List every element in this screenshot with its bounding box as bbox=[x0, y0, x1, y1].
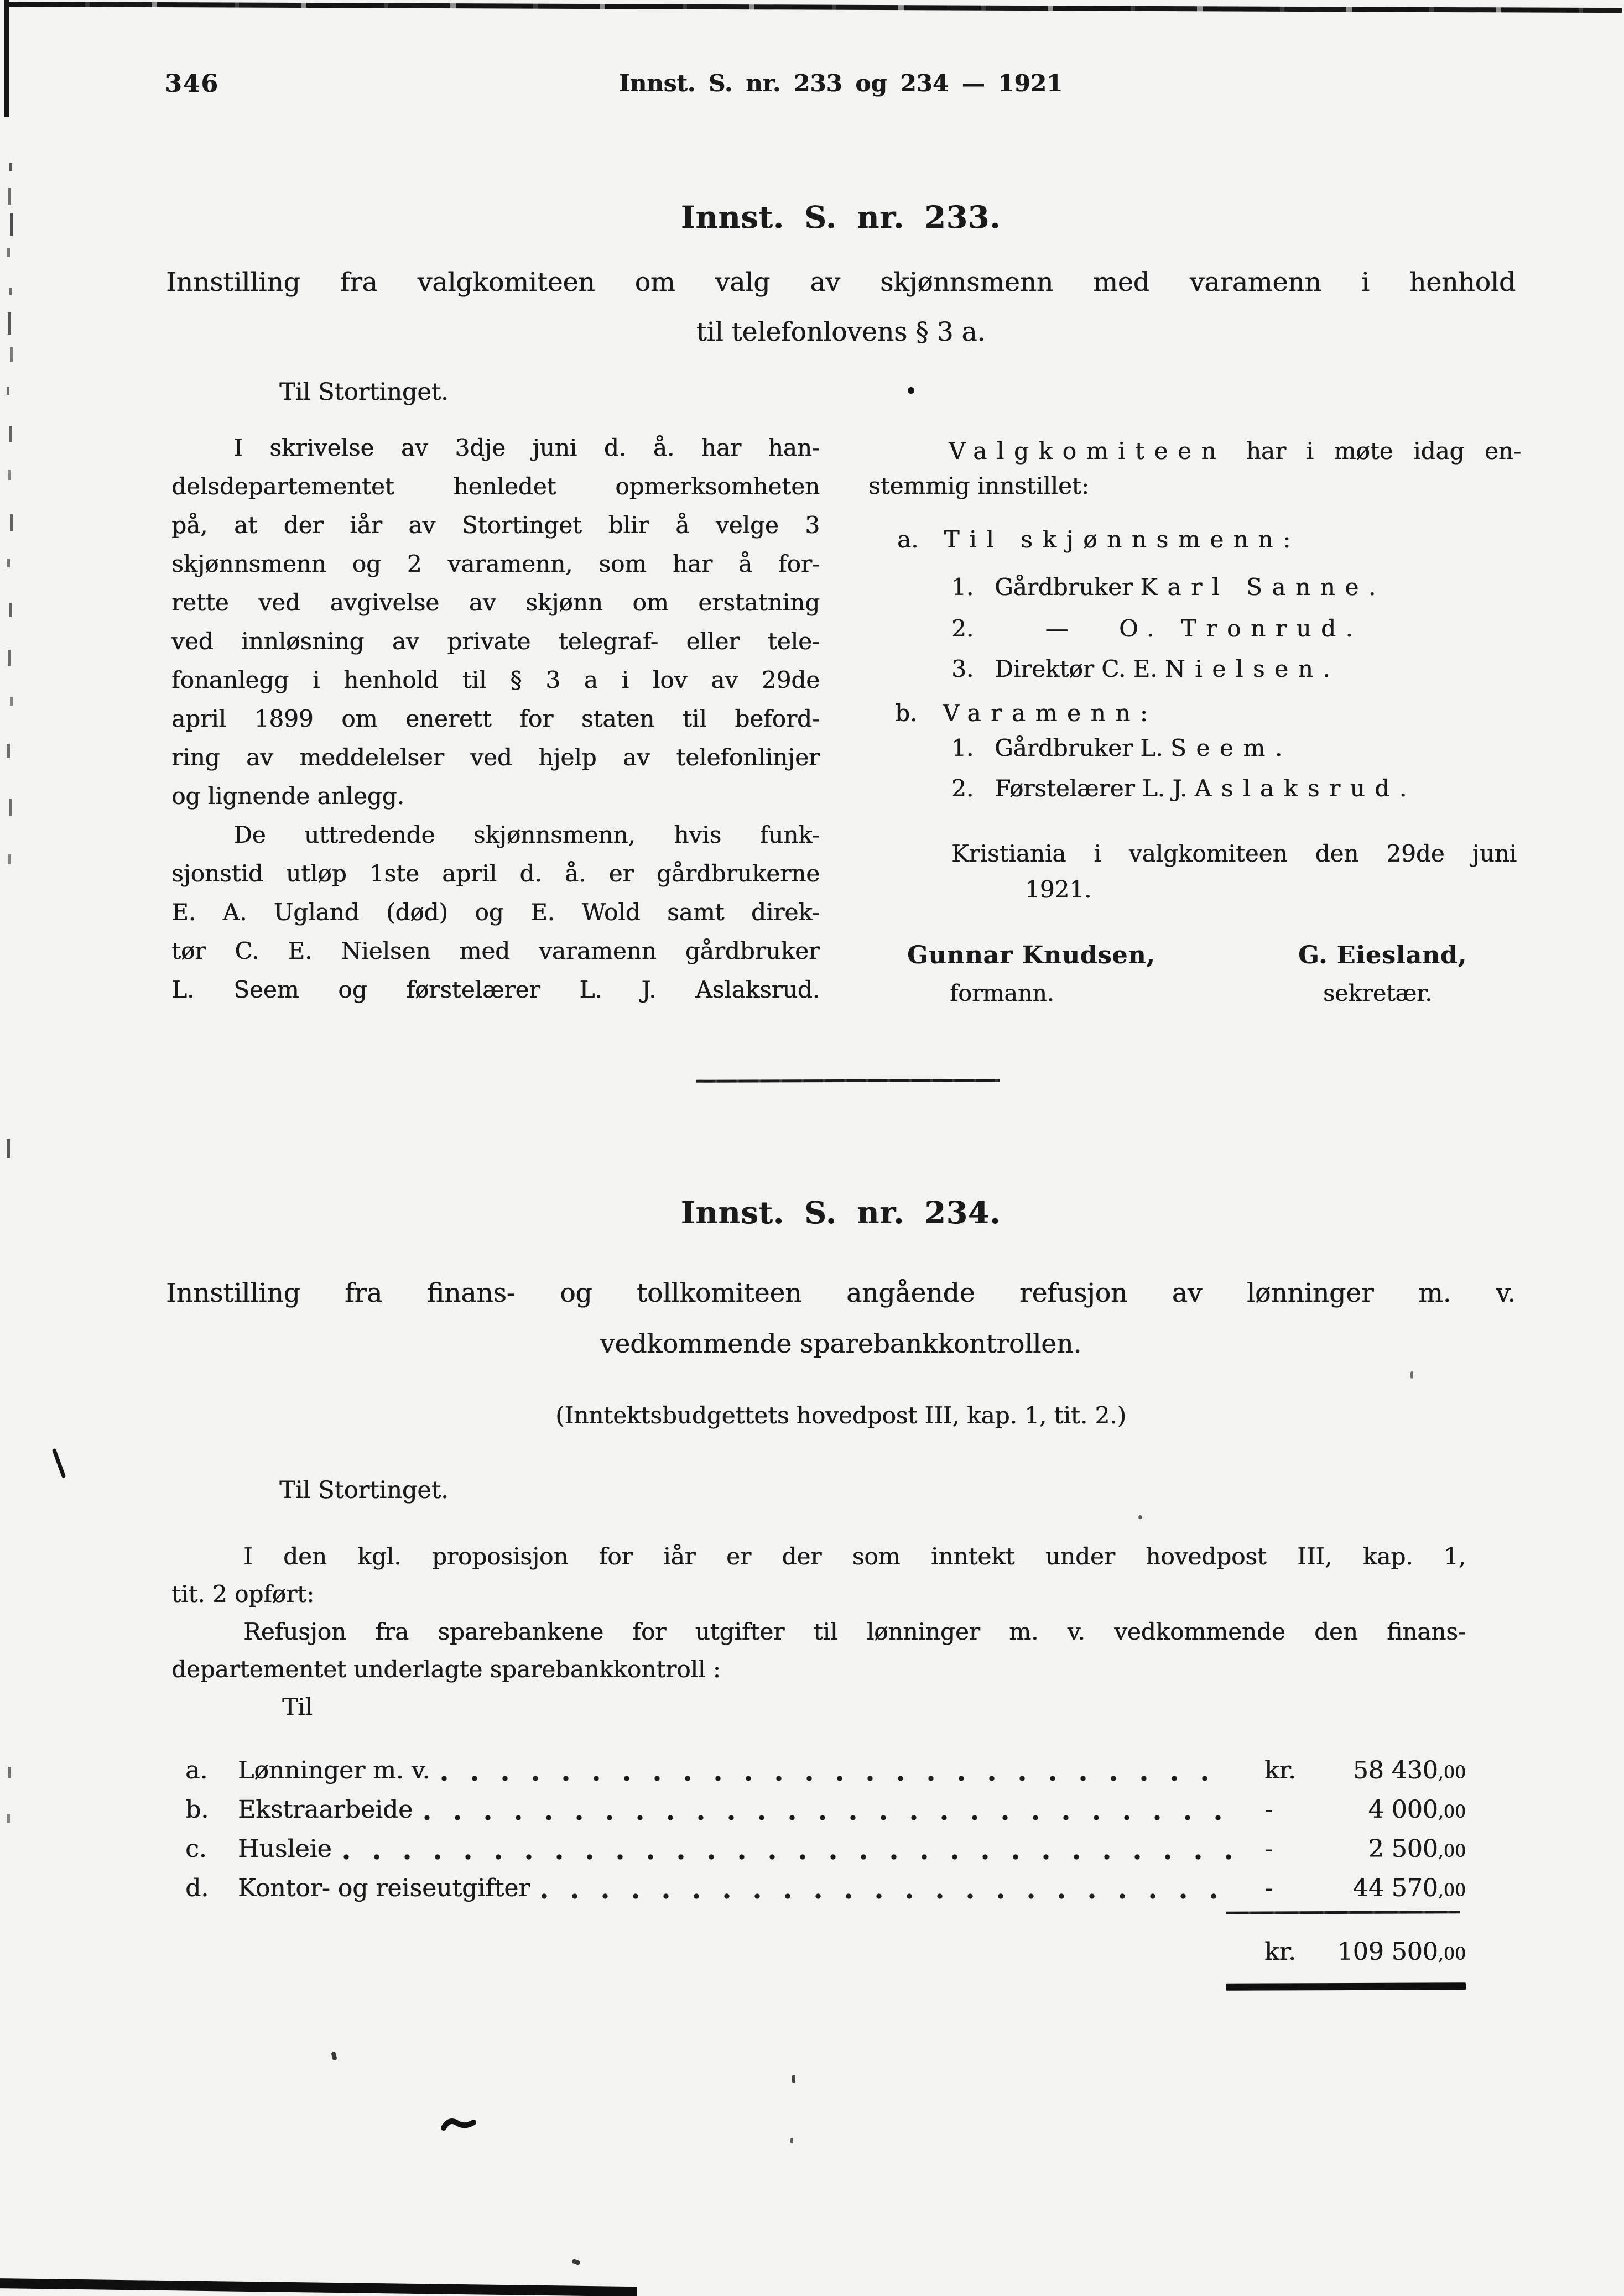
page-edge-mark bbox=[7, 559, 10, 567]
text-line: tit. 2 opført: bbox=[171, 1580, 315, 1608]
dateline-year: 1921. bbox=[1025, 876, 1092, 903]
ink-speck bbox=[790, 2138, 793, 2143]
text-line: I skrivelse av 3dje juni d. å. har han- bbox=[233, 434, 820, 461]
text-line: ring av meddelelser ved hjelp av telefonlinjer bbox=[171, 744, 820, 771]
text-line: delsdepartementet henledet opmerksomheten bbox=[171, 473, 820, 500]
scan-artifact-top-border bbox=[8, 2, 1622, 13]
section234-budget-note: (Inntektsbudgettets hovedpost III, kap. 1, tit. 2.) bbox=[555, 1402, 1126, 1429]
text-line: E. A. Ugland (død) og E. Wold samt direk- bbox=[171, 899, 820, 926]
page-edge-mark bbox=[10, 347, 13, 362]
page-edge-mark bbox=[9, 163, 12, 171]
row-currency: - bbox=[1264, 1835, 1273, 1863]
text-line: I den kgl. proposisjon for iår er der som inntekt under hovedpost III, kap. 1, bbox=[243, 1543, 1466, 1570]
page-edge-mark bbox=[10, 514, 13, 531]
table-row bbox=[171, 1829, 1466, 1869]
page-edge-mark bbox=[10, 697, 13, 706]
row-letter: b. bbox=[185, 1796, 209, 1824]
ink-dot-bullet bbox=[908, 387, 914, 394]
row-label: Kontor- og reiseutgifter bbox=[238, 1874, 530, 1902]
ink-speck bbox=[331, 2051, 337, 2060]
sum-rule-top bbox=[1226, 1911, 1460, 1914]
dateline: Kristiania i valgkomiteen den 29de juni bbox=[951, 840, 1517, 867]
row-amount: 44 570,00 bbox=[1352, 1874, 1466, 1902]
committee-intro-line1: Valgkomiteen har i møte idag en- bbox=[949, 437, 1521, 465]
page-edge-mark bbox=[7, 387, 9, 395]
list-item: 1. Gårdbruker L. Seem. bbox=[951, 734, 1292, 761]
ink-speck bbox=[1410, 1371, 1413, 1379]
row-letter: d. bbox=[185, 1874, 209, 1902]
list-item: 3. Direktør C. E. Nielsen. bbox=[951, 655, 1340, 682]
row-label: Lønninger m. v. bbox=[238, 1756, 430, 1784]
table-row bbox=[171, 1790, 1466, 1829]
page-edge-mark bbox=[10, 213, 13, 236]
page-edge-mark bbox=[9, 426, 12, 442]
scan-artifact-left-corner-line bbox=[4, 0, 9, 117]
list-item: 2. — O. Tronrud. bbox=[951, 615, 1363, 642]
total-currency: kr. bbox=[1264, 1938, 1296, 1966]
signature-right-name: G. Eiesland, bbox=[1298, 941, 1467, 969]
page-number: 346 bbox=[165, 70, 219, 98]
table-total-row bbox=[1226, 1933, 1466, 1971]
list-intro-line: Til bbox=[282, 1693, 313, 1720]
running-header: Innst. S. nr. 233 og 234 — 1921 bbox=[618, 70, 1063, 97]
page-edge-mark bbox=[7, 744, 10, 758]
signature-left-name: Gunnar Knudsen, bbox=[907, 941, 1155, 969]
page-edge-mark bbox=[9, 288, 12, 295]
section233-subtitle-line2: til telefonlovens § 3 a. bbox=[696, 317, 986, 347]
row-letter: c. bbox=[185, 1835, 207, 1863]
dotted-leader bbox=[343, 1854, 1231, 1860]
list-b-label: b. bbox=[895, 700, 918, 727]
section233-title: Innst. S. nr. 233. bbox=[680, 199, 1001, 235]
text-line: L. Seem og førstelærer L. J. Aslaksrud. bbox=[171, 976, 820, 1003]
signature-left-role: formann. bbox=[950, 980, 1054, 1006]
page-edge-mark bbox=[7, 248, 10, 257]
text-line: på, at der iår av Stortinget blir å velge 3 bbox=[171, 512, 820, 539]
table-row bbox=[171, 1869, 1466, 1908]
section234-salutation: Til Stortinget. bbox=[279, 1476, 449, 1504]
section233-salutation: Til Stortinget. bbox=[279, 378, 449, 406]
row-amount: 2 500,00 bbox=[1368, 1835, 1466, 1863]
amounts-table bbox=[171, 1751, 1466, 1908]
dotted-leader bbox=[424, 1814, 1231, 1821]
page-edge-mark bbox=[7, 1139, 10, 1158]
section234-subtitle-line2: vedkommende sparebankkontrollen. bbox=[600, 1329, 1082, 1359]
text-line: departementet underlagte sparebankkontroll : bbox=[171, 1656, 721, 1683]
signature-right-role: sekretær. bbox=[1323, 980, 1433, 1006]
section234-subtitle-line1: Innstilling fra finans- og tollkomiteen angående refusjon av lønninger m. v. bbox=[166, 1278, 1516, 1308]
ink-speck bbox=[1138, 1515, 1142, 1519]
list-item: 1. Gårdbruker Karl Sanne. bbox=[951, 573, 1386, 601]
list-item: 2. Førstelærer L. J. Aslaksrud. bbox=[951, 775, 1417, 802]
section233-left-column bbox=[171, 429, 820, 1009]
ink-mark-squiggle bbox=[441, 2116, 476, 2135]
page-edge-mark bbox=[9, 603, 12, 617]
section-separator-rule bbox=[696, 1079, 1000, 1082]
page-edge-mark bbox=[8, 854, 11, 864]
ink-mark-backslash bbox=[52, 1448, 66, 1478]
row-label: Husleie bbox=[238, 1835, 332, 1863]
row-currency: - bbox=[1264, 1874, 1273, 1902]
total-amount: 109 500,00 bbox=[1337, 1938, 1466, 1966]
text-line: De uttredende skjønnsmenn, hvis funk- bbox=[233, 821, 820, 848]
row-currency: kr. bbox=[1264, 1756, 1296, 1784]
page-edge-mark bbox=[8, 188, 11, 205]
text-line: tør C. E. Nielsen med varamenn gårdbruker bbox=[171, 937, 820, 964]
ink-speck bbox=[792, 2075, 795, 2083]
list-a-heading: a. Til skjønnsmenn: bbox=[897, 526, 1300, 553]
text-line: sjonstid utløp 1ste april d. å. er gårdbrukerne bbox=[171, 860, 820, 887]
page-edge-mark bbox=[8, 312, 11, 335]
row-currency: - bbox=[1264, 1796, 1273, 1824]
row-label: Ekstraarbeide bbox=[238, 1796, 413, 1824]
text-line: rette ved avgivelse av skjønn om erstatning bbox=[171, 589, 820, 616]
sum-rule-bottom bbox=[1226, 1982, 1466, 1991]
dotted-leader bbox=[441, 1775, 1231, 1782]
text-line: og lignende anlegg. bbox=[171, 782, 404, 810]
row-amount: 4 000,00 bbox=[1368, 1796, 1466, 1824]
page-edge-mark bbox=[9, 799, 12, 816]
scan-artifact-bottom-line bbox=[0, 2278, 637, 2296]
page-edge-mark bbox=[8, 470, 11, 480]
section234-title: Innst. S. nr. 234. bbox=[680, 1194, 1001, 1230]
dotted-leader bbox=[541, 1893, 1231, 1900]
text-line: Refusjon fra sparebankene for utgifter til lønninger m. v. vedkommende den finans- bbox=[243, 1618, 1466, 1645]
section234-body bbox=[171, 1538, 1466, 1726]
text-line: ved innløsning av private telegraf- eller tele- bbox=[171, 628, 820, 655]
text-line: april 1899 om enerett for staten til beford- bbox=[171, 705, 820, 732]
page-edge-mark bbox=[8, 1767, 11, 1778]
page-edge-mark bbox=[8, 650, 11, 666]
row-letter: a. bbox=[185, 1756, 208, 1784]
row-amount: 58 430,00 bbox=[1352, 1756, 1466, 1784]
ink-speck bbox=[571, 2258, 581, 2266]
table-row bbox=[171, 1751, 1466, 1790]
text-line: skjønnsmenn og 2 varamenn, som har å for- bbox=[171, 550, 820, 577]
list-b-heading: b. Varamenn: bbox=[895, 700, 1158, 727]
committee-intro-line2: stemmig innstillet: bbox=[868, 472, 1089, 499]
section233-subtitle-line1: Innstilling fra valgkomiteen om valg av skjønnsmenn med varamenn i henhold bbox=[166, 267, 1516, 298]
list-a-label: a. bbox=[897, 526, 919, 553]
text-line: fonanlegg i henhold til § 3 a i lov av 29de bbox=[171, 666, 820, 693]
page-edge-mark bbox=[7, 1814, 10, 1823]
